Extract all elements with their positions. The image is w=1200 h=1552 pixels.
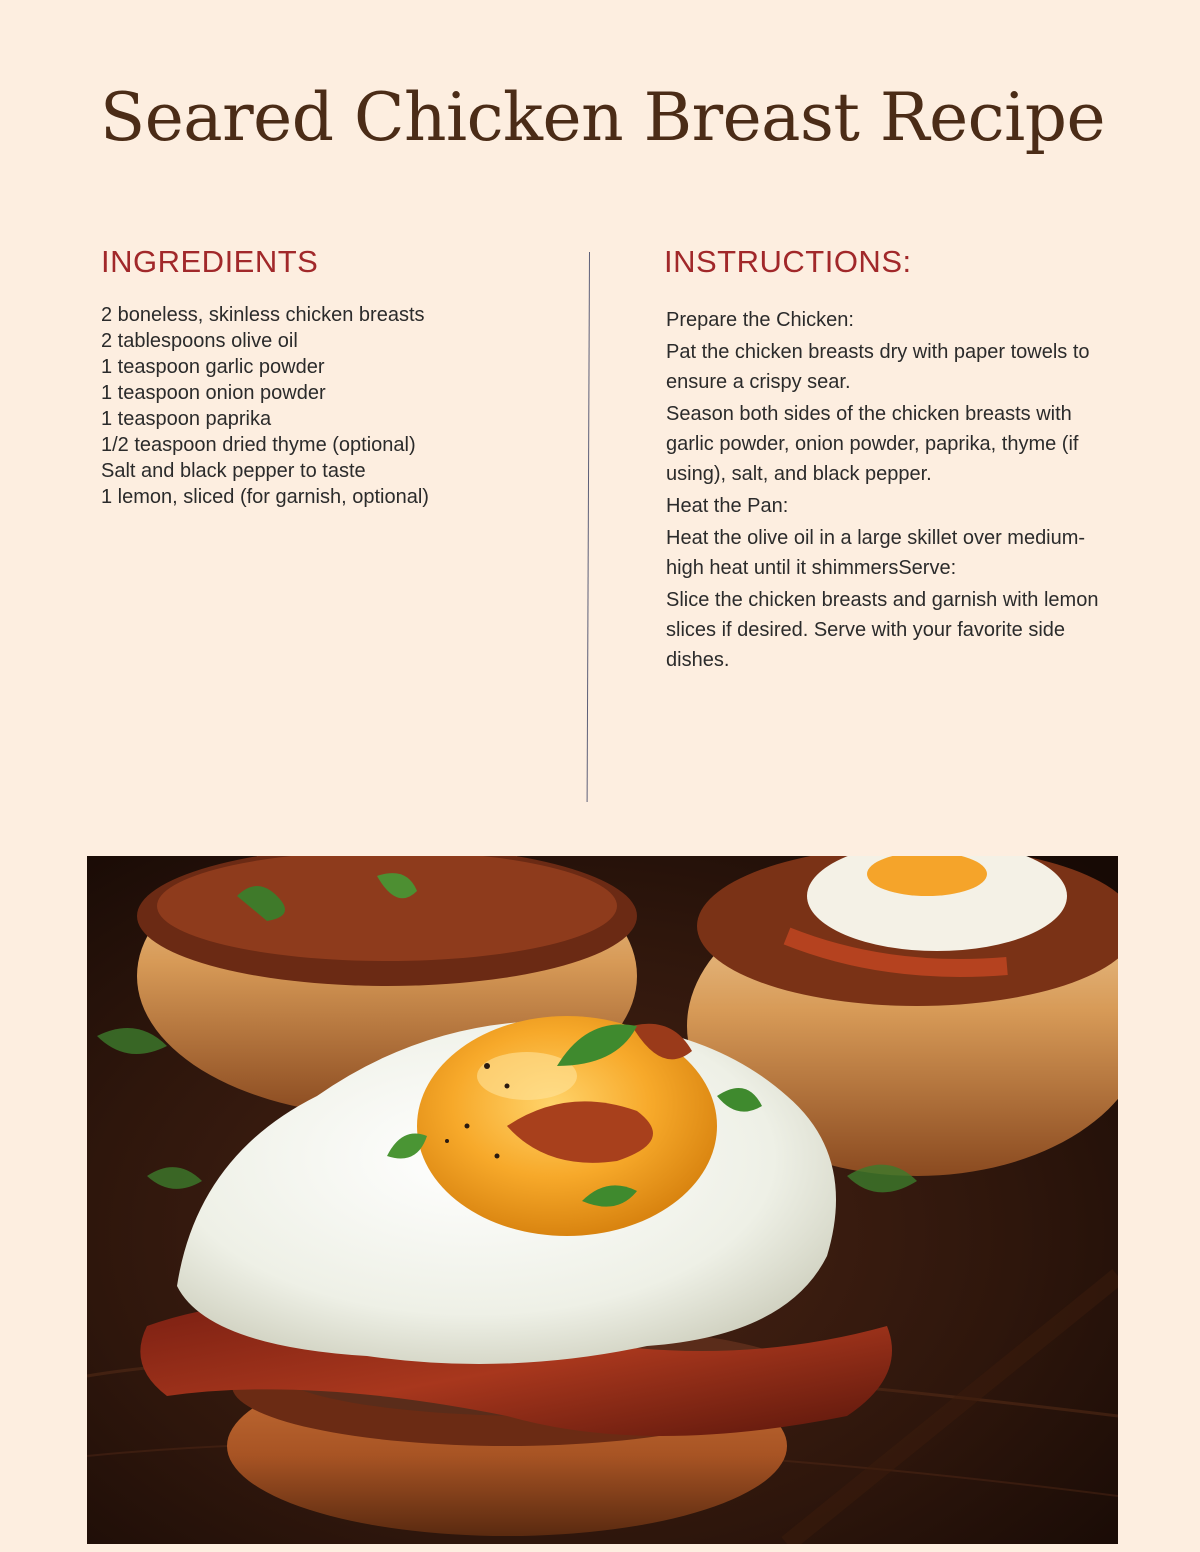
ingredient-item: 1/2 teaspoon dried thyme (optional) <box>101 434 416 456</box>
ingredients-heading: INGREDIENTS <box>101 244 319 279</box>
instructions-body <box>666 305 1106 677</box>
ingredient-item: 2 boneless, skinless chicken breasts <box>101 304 425 326</box>
ingredient-item: 2 tablespoons olive oil <box>101 330 298 352</box>
column-divider <box>587 252 590 802</box>
instruction-paragraph: Season both sides of the chicken breasts with garlic powder, onion powder, paprika, thyme (if using), salt, and black pepper. <box>666 403 1079 485</box>
ingredient-item: 1 teaspoon onion powder <box>101 382 326 404</box>
ingredient-item: 1 lemon, sliced (for garnish, optional) <box>101 486 429 508</box>
ingredient-item: 1 teaspoon garlic powder <box>101 356 325 378</box>
ingredient-item: 1 teaspoon paprika <box>101 408 272 430</box>
food-photo <box>87 856 1118 1544</box>
ingredients-list <box>101 302 429 510</box>
instruction-paragraph: Slice the chicken breasts and garnish with lemon slices if desired. Serve with your favorite side dishes. <box>666 589 1099 671</box>
page-title: Seared Chicken Breast Recipe <box>100 79 1106 156</box>
instruction-paragraph: Heat the olive oil in a large skillet over medium-high heat until it shimmersServe: <box>666 527 1086 579</box>
ingredient-item: Salt and black pepper to taste <box>101 460 366 482</box>
instruction-paragraph: Pat the chicken breasts dry with paper towels to ensure a crispy sear. <box>666 341 1090 393</box>
instruction-step-heading: Heat the Pan: <box>666 495 789 517</box>
instruction-step-heading: Prepare the Chicken: <box>666 309 854 331</box>
instructions-heading: INSTRUCTIONS: <box>664 244 912 279</box>
